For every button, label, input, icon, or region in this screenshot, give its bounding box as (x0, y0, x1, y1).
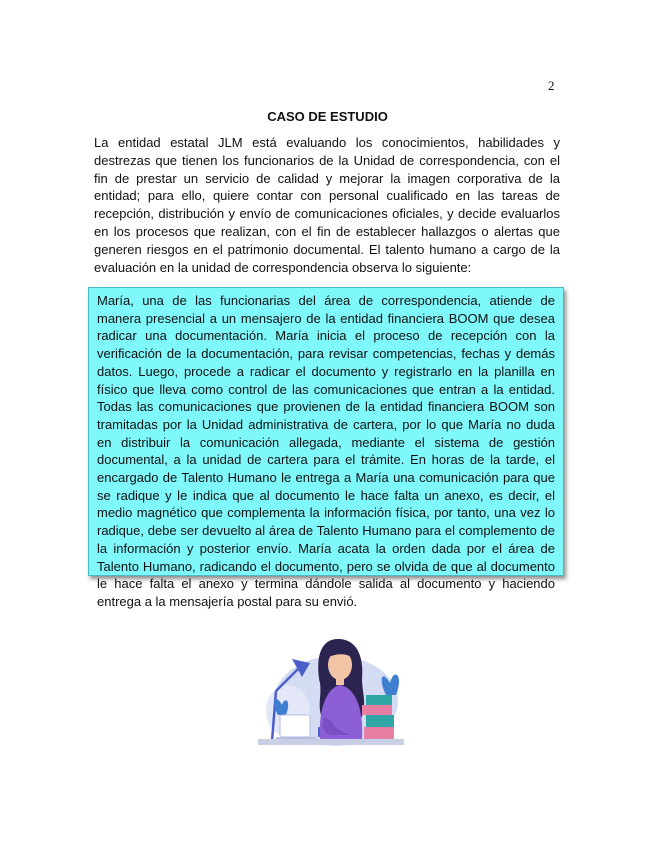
intro-paragraph: La entidad estatal JLM está evaluando los conocimientos, habilidades y destrezas que tienen los funcionarios de la Unidad de correspondencia, con el fin de prestar un servicio de calidad y mejorar la imagen corporativa de la entidad; para ello, quiere contar con personal cualificado en las tareas de recepción, distribución y envío de comunicaciones oficiales, y decide evaluarlos en los procesos que realizan, con el fin de establecer hallazgos o alertas que generen riesgos en el patrimonio documental. El talento humano a cargo de la evaluación en la unidad de correspondencia observa lo siguiente: (94, 135, 560, 275)
woman-studying-illustration (258, 631, 404, 751)
case-study-box (88, 287, 564, 609)
document-title: CASO DE ESTUDIO (267, 109, 388, 124)
woman-studying-at-desk-icon (258, 631, 404, 751)
case-study-text: María, una de las funcionarias del área de correspondencia, atiende de manera presencial a un mensajero de la entidad financiera BOOM que desea radicar una documentación. María inicia el proceso de recepción con la verificación de la documentación, para revisar competencias, fechas y demás datos. Luego, procede a radicar el documento y registrarlo en la planilla en físico que lleva como control de las comunicaciones que entran a la entidad. Todas las comunicaciones que provienen de la entidad financiera BOOM son tramitadas por la Unidad administrativa de cartera, por lo que María no duda en distribuir la comunicación allegada, mediante el sistema de gestión documental, a la unidad de cartera para el trámite. En horas de la tarde, el encargado de Talento Humano le entrega a María una comunicación para que se radique y le indica que al documento le hace falta un anexo, es decir, el medio magnético que complementa la información física, por tanto, una vez lo radique, debe ser devuelto al área de Talento Humano para el complemento de la información y posterior envío. María acata la orden dada por el área de Talento Humano, radicando el documento, pero se olvida de que al documento le hace falta el anexo y termina dándole salida al documento y haciendo entrega a la mensajería postal para su envió. (97, 293, 555, 609)
page-number: 2 (548, 78, 555, 93)
